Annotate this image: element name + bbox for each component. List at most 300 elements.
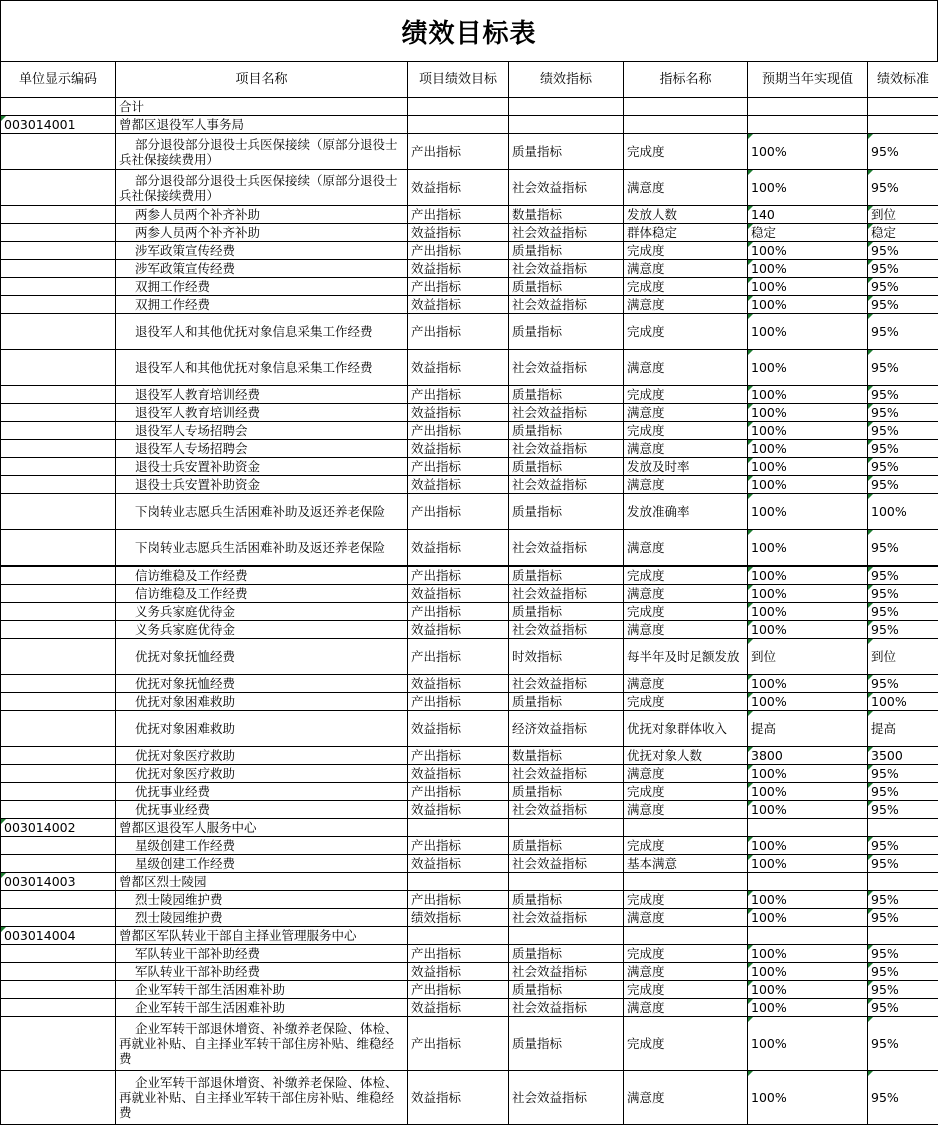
standard-cell[interactable]: 95% (868, 134, 938, 170)
expected-value-cell[interactable]: 100% (748, 621, 868, 639)
indicator-cell[interactable]: 社会效益指标 (509, 801, 624, 819)
expected-value-cell[interactable]: 100% (748, 603, 868, 621)
project-name-cell[interactable]: 退役士兵安置补助资金 (116, 476, 408, 494)
project-name-cell[interactable]: 退役军人教育培训经费 (116, 386, 408, 404)
unit-code-cell[interactable] (1, 621, 116, 639)
expected-value-cell[interactable]: 100% (748, 278, 868, 296)
metric-name-cell[interactable]: 完成度 (624, 422, 748, 440)
unit-code-cell[interactable] (1, 909, 116, 927)
unit-code-cell[interactable] (1, 585, 116, 603)
standard-cell[interactable]: 95% (868, 386, 938, 404)
metric-name-cell[interactable]: 完成度 (624, 278, 748, 296)
project-name-cell[interactable]: 企业军转干部退休增资、补缴养老保险、体检、再就业补贴、自主择业军转干部住房补贴、维稳经费 (116, 1071, 408, 1125)
metric-name-cell[interactable] (624, 927, 748, 945)
expected-value-cell[interactable]: 100% (748, 999, 868, 1017)
standard-cell[interactable]: 95% (868, 675, 938, 693)
indicator-cell[interactable]: 社会效益指标 (509, 530, 624, 567)
indicator-cell[interactable]: 质量指标 (509, 566, 624, 585)
standard-cell[interactable]: 到位 (868, 639, 938, 675)
unit-code-cell[interactable] (1, 855, 116, 873)
standard-cell[interactable]: 95% (868, 314, 938, 350)
unit-code-cell[interactable] (1, 765, 116, 783)
project-goal-cell[interactable]: 产出指标 (408, 945, 509, 963)
expected-value-cell[interactable] (748, 819, 868, 837)
project-goal-cell[interactable]: 效益指标 (408, 440, 509, 458)
project-goal-cell[interactable]: 产出指标 (408, 422, 509, 440)
project-goal-cell[interactable]: 效益指标 (408, 801, 509, 819)
unit-code-cell[interactable] (1, 981, 116, 999)
standard-cell[interactable]: 95% (868, 566, 938, 585)
project-name-cell[interactable]: 义务兵家庭优待金 (116, 621, 408, 639)
indicator-cell[interactable]: 社会效益指标 (509, 404, 624, 422)
indicator-cell[interactable]: 社会效益指标 (509, 440, 624, 458)
project-name-cell[interactable]: 退役军人和其他优抚对象信息采集工作经费 (116, 350, 408, 386)
expected-value-cell[interactable]: 100% (748, 693, 868, 711)
indicator-cell[interactable]: 质量指标 (509, 693, 624, 711)
metric-name-cell[interactable]: 优抚对象群体收入 (624, 711, 748, 747)
standard-cell[interactable] (868, 98, 938, 116)
indicator-cell[interactable] (509, 98, 624, 116)
project-goal-cell[interactable]: 产出指标 (408, 566, 509, 585)
metric-name-cell[interactable]: 满意度 (624, 476, 748, 494)
project-name-cell[interactable]: 企业军转干部退休增资、补缴养老保险、体检、再就业补贴、自主择业军转干部住房补贴、维稳经费 (116, 1017, 408, 1071)
unit-code-cell[interactable] (1, 603, 116, 621)
project-name-cell[interactable]: 曾都区军队转业干部自主择业管理服务中心 (116, 927, 408, 945)
project-name-cell[interactable]: 合计 (116, 98, 408, 116)
metric-name-cell[interactable]: 满意度 (624, 170, 748, 206)
metric-name-cell[interactable]: 满意度 (624, 909, 748, 927)
expected-value-cell[interactable]: 100% (748, 314, 868, 350)
unit-code-cell[interactable] (1, 675, 116, 693)
standard-cell[interactable]: 3500 (868, 747, 938, 765)
project-goal-cell[interactable]: 产出指标 (408, 206, 509, 224)
project-goal-cell[interactable]: 产出指标 (408, 1017, 509, 1071)
metric-name-cell[interactable]: 满意度 (624, 621, 748, 639)
standard-cell[interactable]: 95% (868, 278, 938, 296)
unit-code-cell[interactable]: 003014004 (1, 927, 116, 945)
unit-code-cell[interactable] (1, 206, 116, 224)
unit-code-cell[interactable] (1, 494, 116, 530)
project-name-cell[interactable]: 两参人员两个补齐补助 (116, 206, 408, 224)
project-goal-cell[interactable]: 效益指标 (408, 963, 509, 981)
project-goal-cell[interactable] (408, 873, 509, 891)
project-name-cell[interactable]: 退役军人专场招聘会 (116, 422, 408, 440)
metric-name-cell[interactable]: 满意度 (624, 350, 748, 386)
indicator-cell[interactable]: 质量指标 (509, 458, 624, 476)
unit-code-cell[interactable] (1, 945, 116, 963)
header-expected-value[interactable]: 预期当年实现值 (748, 62, 868, 98)
metric-name-cell[interactable]: 完成度 (624, 566, 748, 585)
expected-value-cell[interactable] (748, 873, 868, 891)
metric-name-cell[interactable]: 完成度 (624, 693, 748, 711)
metric-name-cell[interactable]: 满意度 (624, 1071, 748, 1125)
unit-code-cell[interactable] (1, 530, 116, 567)
standard-cell[interactable]: 95% (868, 981, 938, 999)
standard-cell[interactable]: 95% (868, 783, 938, 801)
unit-code-cell[interactable] (1, 98, 116, 116)
project-goal-cell[interactable]: 绩效指标 (408, 909, 509, 927)
standard-cell[interactable]: 95% (868, 945, 938, 963)
expected-value-cell[interactable]: 100% (748, 837, 868, 855)
standard-cell[interactable] (868, 819, 938, 837)
project-goal-cell[interactable]: 效益指标 (408, 1071, 509, 1125)
project-goal-cell[interactable]: 产出指标 (408, 386, 509, 404)
project-goal-cell[interactable]: 效益指标 (408, 855, 509, 873)
project-name-cell[interactable]: 优抚对象医疗救助 (116, 765, 408, 783)
header-metric-name[interactable]: 指标名称 (624, 62, 748, 98)
metric-name-cell[interactable]: 满意度 (624, 260, 748, 278)
indicator-cell[interactable]: 质量指标 (509, 278, 624, 296)
project-name-cell[interactable]: 信访维稳及工作经费 (116, 566, 408, 585)
project-name-cell[interactable]: 优抚对象困难救助 (116, 693, 408, 711)
expected-value-cell[interactable]: 100% (748, 260, 868, 278)
metric-name-cell[interactable]: 满意度 (624, 765, 748, 783)
expected-value-cell[interactable]: 100% (748, 404, 868, 422)
metric-name-cell[interactable]: 完成度 (624, 981, 748, 999)
project-goal-cell[interactable]: 产出指标 (408, 747, 509, 765)
unit-code-cell[interactable] (1, 278, 116, 296)
standard-cell[interactable] (868, 927, 938, 945)
standard-cell[interactable]: 95% (868, 1017, 938, 1071)
project-goal-cell[interactable]: 产出指标 (408, 837, 509, 855)
metric-name-cell[interactable]: 基本满意 (624, 855, 748, 873)
project-name-cell[interactable]: 曾都区退役军人事务局 (116, 116, 408, 134)
metric-name-cell[interactable]: 完成度 (624, 837, 748, 855)
project-goal-cell[interactable]: 产出指标 (408, 891, 509, 909)
indicator-cell[interactable]: 质量指标 (509, 494, 624, 530)
expected-value-cell[interactable]: 100% (748, 765, 868, 783)
unit-code-cell[interactable] (1, 350, 116, 386)
indicator-cell[interactable]: 数量指标 (509, 206, 624, 224)
standard-cell[interactable]: 95% (868, 999, 938, 1017)
header-project-name[interactable]: 项目名称 (116, 62, 408, 98)
unit-code-cell[interactable] (1, 314, 116, 350)
indicator-cell[interactable]: 质量指标 (509, 422, 624, 440)
metric-name-cell[interactable]: 发放及时率 (624, 458, 748, 476)
metric-name-cell[interactable] (624, 819, 748, 837)
expected-value-cell[interactable]: 100% (748, 909, 868, 927)
metric-name-cell[interactable] (624, 116, 748, 134)
indicator-cell[interactable]: 质量指标 (509, 981, 624, 999)
project-goal-cell[interactable]: 产出指标 (408, 783, 509, 801)
project-name-cell[interactable]: 曾都区退役军人服务中心 (116, 819, 408, 837)
indicator-cell[interactable]: 数量指标 (509, 747, 624, 765)
project-goal-cell[interactable]: 产出指标 (408, 494, 509, 530)
unit-code-cell[interactable] (1, 566, 116, 585)
expected-value-cell[interactable]: 100% (748, 440, 868, 458)
unit-code-cell[interactable]: 003014002 (1, 819, 116, 837)
unit-code-cell[interactable] (1, 260, 116, 278)
unit-code-cell[interactable] (1, 999, 116, 1017)
project-name-cell[interactable]: 军队转业干部补助经费 (116, 945, 408, 963)
project-name-cell[interactable]: 退役士兵安置补助资金 (116, 458, 408, 476)
expected-value-cell[interactable]: 100% (748, 476, 868, 494)
project-name-cell[interactable]: 退役军人专场招聘会 (116, 440, 408, 458)
project-goal-cell[interactable]: 产出指标 (408, 458, 509, 476)
expected-value-cell[interactable]: 100% (748, 494, 868, 530)
project-name-cell[interactable]: 企业军转干部生活困难补助 (116, 999, 408, 1017)
standard-cell[interactable] (868, 873, 938, 891)
standard-cell[interactable]: 100% (868, 494, 938, 530)
project-name-cell[interactable]: 优抚对象困难救助 (116, 711, 408, 747)
project-goal-cell[interactable]: 效益指标 (408, 404, 509, 422)
metric-name-cell[interactable]: 完成度 (624, 242, 748, 260)
project-name-cell[interactable]: 双拥工作经费 (116, 296, 408, 314)
expected-value-cell[interactable]: 100% (748, 675, 868, 693)
expected-value-cell[interactable]: 稳定 (748, 224, 868, 242)
project-goal-cell[interactable] (408, 98, 509, 116)
unit-code-cell[interactable] (1, 296, 116, 314)
standard-cell[interactable]: 95% (868, 296, 938, 314)
project-goal-cell[interactable]: 效益指标 (408, 585, 509, 603)
indicator-cell[interactable]: 质量指标 (509, 945, 624, 963)
metric-name-cell[interactable]: 完成度 (624, 134, 748, 170)
metric-name-cell[interactable]: 发放准确率 (624, 494, 748, 530)
standard-cell[interactable]: 95% (868, 476, 938, 494)
project-name-cell[interactable]: 烈士陵园维护费 (116, 909, 408, 927)
indicator-cell[interactable]: 社会效益指标 (509, 621, 624, 639)
header-standard[interactable]: 绩效标准 (868, 62, 938, 98)
indicator-cell[interactable]: 社会效益指标 (509, 675, 624, 693)
standard-cell[interactable]: 95% (868, 404, 938, 422)
project-goal-cell[interactable]: 效益指标 (408, 476, 509, 494)
unit-code-cell[interactable]: 003014001 (1, 116, 116, 134)
metric-name-cell[interactable]: 完成度 (624, 945, 748, 963)
metric-name-cell[interactable]: 完成度 (624, 1017, 748, 1071)
metric-name-cell[interactable]: 发放人数 (624, 206, 748, 224)
project-goal-cell[interactable]: 产出指标 (408, 314, 509, 350)
unit-code-cell[interactable] (1, 242, 116, 260)
metric-name-cell[interactable]: 满意度 (624, 296, 748, 314)
metric-name-cell[interactable] (624, 98, 748, 116)
project-goal-cell[interactable] (408, 819, 509, 837)
expected-value-cell[interactable]: 100% (748, 458, 868, 476)
metric-name-cell[interactable]: 满意度 (624, 999, 748, 1017)
expected-value-cell[interactable]: 到位 (748, 639, 868, 675)
unit-code-cell[interactable] (1, 837, 116, 855)
metric-name-cell[interactable]: 满意度 (624, 530, 748, 567)
unit-code-cell[interactable] (1, 440, 116, 458)
expected-value-cell[interactable]: 100% (748, 1071, 868, 1125)
indicator-cell[interactable]: 质量指标 (509, 783, 624, 801)
expected-value-cell[interactable]: 100% (748, 422, 868, 440)
project-name-cell[interactable]: 星级创建工作经费 (116, 837, 408, 855)
indicator-cell[interactable]: 经济效益指标 (509, 711, 624, 747)
header-unit-code[interactable]: 单位显示编码 (1, 62, 116, 98)
project-goal-cell[interactable]: 产出指标 (408, 242, 509, 260)
unit-code-cell[interactable] (1, 711, 116, 747)
indicator-cell[interactable] (509, 116, 624, 134)
project-name-cell[interactable]: 星级创建工作经费 (116, 855, 408, 873)
indicator-cell[interactable]: 质量指标 (509, 242, 624, 260)
project-name-cell[interactable]: 下岗转业志愿兵生活困难补助及返还养老保险 (116, 530, 408, 567)
standard-cell[interactable]: 稳定 (868, 224, 938, 242)
expected-value-cell[interactable]: 100% (748, 945, 868, 963)
unit-code-cell[interactable] (1, 963, 116, 981)
standard-cell[interactable]: 95% (868, 242, 938, 260)
standard-cell[interactable]: 95% (868, 585, 938, 603)
standard-cell[interactable]: 95% (868, 855, 938, 873)
indicator-cell[interactable]: 时效指标 (509, 639, 624, 675)
indicator-cell[interactable]: 质量指标 (509, 837, 624, 855)
project-goal-cell[interactable]: 效益指标 (408, 350, 509, 386)
project-name-cell[interactable]: 企业军转干部生活困难补助 (116, 981, 408, 999)
standard-cell[interactable]: 95% (868, 891, 938, 909)
indicator-cell[interactable]: 质量指标 (509, 603, 624, 621)
expected-value-cell[interactable]: 100% (748, 530, 868, 567)
expected-value-cell[interactable]: 100% (748, 981, 868, 999)
expected-value-cell[interactable]: 100% (748, 170, 868, 206)
indicator-cell[interactable]: 社会效益指标 (509, 1071, 624, 1125)
indicator-cell[interactable]: 社会效益指标 (509, 909, 624, 927)
project-goal-cell[interactable]: 效益指标 (408, 765, 509, 783)
project-goal-cell[interactable]: 产出指标 (408, 693, 509, 711)
project-name-cell[interactable]: 信访维稳及工作经费 (116, 585, 408, 603)
project-goal-cell[interactable]: 效益指标 (408, 530, 509, 567)
standard-cell[interactable]: 95% (868, 440, 938, 458)
header-indicator[interactable]: 绩效指标 (509, 62, 624, 98)
metric-name-cell[interactable]: 满意度 (624, 404, 748, 422)
metric-name-cell[interactable]: 满意度 (624, 801, 748, 819)
project-name-cell[interactable]: 两参人员两个补齐补助 (116, 224, 408, 242)
project-name-cell[interactable]: 退役军人和其他优抚对象信息采集工作经费 (116, 314, 408, 350)
standard-cell[interactable]: 95% (868, 963, 938, 981)
project-name-cell[interactable]: 义务兵家庭优待金 (116, 603, 408, 621)
indicator-cell[interactable] (509, 819, 624, 837)
standard-cell[interactable]: 95% (868, 260, 938, 278)
unit-code-cell[interactable] (1, 224, 116, 242)
project-name-cell[interactable]: 部分退役部分退役士兵医保接续（原部分退役士兵社保接续费用） (116, 170, 408, 206)
indicator-cell[interactable]: 质量指标 (509, 1017, 624, 1071)
project-goal-cell[interactable]: 产出指标 (408, 981, 509, 999)
unit-code-cell[interactable] (1, 386, 116, 404)
standard-cell[interactable]: 95% (868, 765, 938, 783)
header-project-goal[interactable]: 项目绩效目标 (408, 62, 509, 98)
project-goal-cell[interactable]: 效益指标 (408, 711, 509, 747)
metric-name-cell[interactable]: 完成度 (624, 314, 748, 350)
standard-cell[interactable]: 95% (868, 422, 938, 440)
standard-cell[interactable]: 95% (868, 530, 938, 567)
standard-cell[interactable]: 到位 (868, 206, 938, 224)
project-name-cell[interactable]: 涉军政策宣传经费 (116, 242, 408, 260)
project-goal-cell[interactable]: 效益指标 (408, 170, 509, 206)
unit-code-cell[interactable] (1, 747, 116, 765)
indicator-cell[interactable]: 社会效益指标 (509, 963, 624, 981)
expected-value-cell[interactable]: 100% (748, 134, 868, 170)
project-name-cell[interactable]: 下岗转业志愿兵生活困难补助及返还养老保险 (116, 494, 408, 530)
project-name-cell[interactable]: 优抚对象抚恤经费 (116, 639, 408, 675)
expected-value-cell[interactable]: 100% (748, 783, 868, 801)
indicator-cell[interactable]: 社会效益指标 (509, 765, 624, 783)
standard-cell[interactable]: 提高 (868, 711, 938, 747)
project-goal-cell[interactable]: 产出指标 (408, 278, 509, 296)
expected-value-cell[interactable] (748, 116, 868, 134)
unit-code-cell[interactable] (1, 458, 116, 476)
expected-value-cell[interactable]: 100% (748, 855, 868, 873)
expected-value-cell[interactable] (748, 98, 868, 116)
expected-value-cell[interactable]: 100% (748, 386, 868, 404)
standard-cell[interactable]: 95% (868, 621, 938, 639)
unit-code-cell[interactable]: 003014003 (1, 873, 116, 891)
metric-name-cell[interactable]: 完成度 (624, 386, 748, 404)
metric-name-cell[interactable]: 每半年及时足额发放 (624, 639, 748, 675)
indicator-cell[interactable]: 社会效益指标 (509, 350, 624, 386)
project-name-cell[interactable]: 烈士陵园维护费 (116, 891, 408, 909)
unit-code-cell[interactable] (1, 476, 116, 494)
project-name-cell[interactable]: 部分退役部分退役士兵医保接续（原部分退役士兵社保接续费用） (116, 134, 408, 170)
unit-code-cell[interactable] (1, 801, 116, 819)
project-goal-cell[interactable]: 效益指标 (408, 999, 509, 1017)
indicator-cell[interactable]: 社会效益指标 (509, 585, 624, 603)
unit-code-cell[interactable] (1, 170, 116, 206)
indicator-cell[interactable]: 社会效益指标 (509, 476, 624, 494)
unit-code-cell[interactable] (1, 1071, 116, 1125)
expected-value-cell[interactable]: 100% (748, 242, 868, 260)
metric-name-cell[interactable]: 满意度 (624, 440, 748, 458)
expected-value-cell[interactable]: 100% (748, 891, 868, 909)
unit-code-cell[interactable] (1, 783, 116, 801)
metric-name-cell[interactable]: 满意度 (624, 585, 748, 603)
expected-value-cell[interactable] (748, 927, 868, 945)
metric-name-cell[interactable] (624, 873, 748, 891)
unit-code-cell[interactable] (1, 404, 116, 422)
standard-cell[interactable]: 95% (868, 909, 938, 927)
indicator-cell[interactable] (509, 927, 624, 945)
unit-code-cell[interactable] (1, 639, 116, 675)
standard-cell[interactable]: 95% (868, 350, 938, 386)
expected-value-cell[interactable]: 100% (748, 801, 868, 819)
standard-cell[interactable]: 95% (868, 801, 938, 819)
expected-value-cell[interactable]: 140 (748, 206, 868, 224)
expected-value-cell[interactable]: 100% (748, 585, 868, 603)
indicator-cell[interactable]: 社会效益指标 (509, 855, 624, 873)
indicator-cell[interactable]: 社会效益指标 (509, 170, 624, 206)
expected-value-cell[interactable]: 100% (748, 963, 868, 981)
standard-cell[interactable]: 95% (868, 458, 938, 476)
project-goal-cell[interactable]: 效益指标 (408, 260, 509, 278)
project-goal-cell[interactable] (408, 116, 509, 134)
metric-name-cell[interactable]: 满意度 (624, 675, 748, 693)
standard-cell[interactable]: 95% (868, 1071, 938, 1125)
metric-name-cell[interactable]: 优抚对象人数 (624, 747, 748, 765)
unit-code-cell[interactable] (1, 891, 116, 909)
project-goal-cell[interactable]: 效益指标 (408, 675, 509, 693)
project-goal-cell[interactable]: 效益指标 (408, 296, 509, 314)
indicator-cell[interactable]: 质量指标 (509, 386, 624, 404)
standard-cell[interactable] (868, 116, 938, 134)
indicator-cell[interactable]: 质量指标 (509, 891, 624, 909)
metric-name-cell[interactable]: 满意度 (624, 963, 748, 981)
unit-code-cell[interactable] (1, 134, 116, 170)
indicator-cell[interactable]: 社会效益指标 (509, 296, 624, 314)
indicator-cell[interactable]: 社会效益指标 (509, 224, 624, 242)
indicator-cell[interactable]: 社会效益指标 (509, 999, 624, 1017)
project-goal-cell[interactable] (408, 927, 509, 945)
project-goal-cell[interactable]: 产出指标 (408, 603, 509, 621)
unit-code-cell[interactable] (1, 1017, 116, 1071)
metric-name-cell[interactable]: 群体稳定 (624, 224, 748, 242)
standard-cell[interactable]: 95% (868, 603, 938, 621)
project-name-cell[interactable]: 军队转业干部补助经费 (116, 963, 408, 981)
project-name-cell[interactable]: 曾都区烈士陵园 (116, 873, 408, 891)
expected-value-cell[interactable]: 100% (748, 1017, 868, 1071)
project-goal-cell[interactable]: 效益指标 (408, 224, 509, 242)
metric-name-cell[interactable]: 完成度 (624, 891, 748, 909)
standard-cell[interactable]: 95% (868, 837, 938, 855)
project-name-cell[interactable]: 优抚对象抚恤经费 (116, 675, 408, 693)
expected-value-cell[interactable]: 100% (748, 566, 868, 585)
expected-value-cell[interactable]: 100% (748, 350, 868, 386)
